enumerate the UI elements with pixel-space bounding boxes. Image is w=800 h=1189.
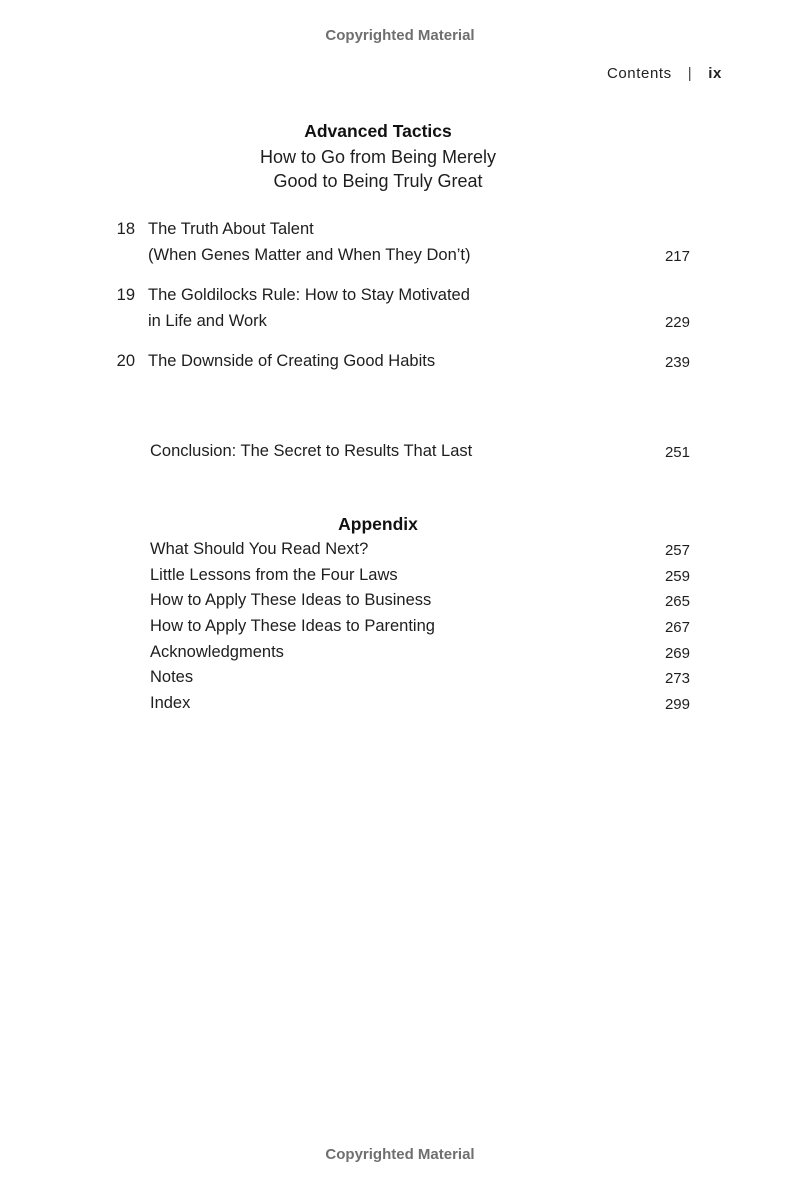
- appendix-entry-title: Little Lessons from the Four Laws: [150, 565, 398, 584]
- appendix-entry[interactable]: [150, 566, 690, 592]
- chapter-title-line: in Life and Work: [148, 312, 267, 330]
- running-head: [607, 65, 722, 82]
- conclusion-title: Conclusion: The Secret to Results That Last: [150, 442, 473, 460]
- appendix-entry-page: 259: [664, 567, 690, 585]
- chapter-title-line: The Truth About Talent: [148, 220, 314, 238]
- appendix-entry-page: 269: [664, 644, 690, 662]
- toc-entry-chapter-20[interactable]: [108, 352, 690, 376]
- page-number: ix: [708, 65, 722, 82]
- appendix-entry[interactable]: [150, 540, 690, 566]
- appendix-entry[interactable]: [150, 643, 690, 669]
- appendix-entry-page: 267: [664, 619, 690, 637]
- toc-entry-chapter-18[interactable]: [108, 220, 690, 270]
- appendix-entry[interactable]: [150, 694, 690, 720]
- appendix-entry[interactable]: [150, 668, 690, 694]
- chapter-number: 19: [116, 286, 135, 304]
- part-subtitle: [0, 145, 756, 193]
- appendix-entry-title: Index: [150, 694, 191, 713]
- appendix-entry-title: Acknowledgments: [150, 642, 284, 661]
- chapter-number: 20: [116, 352, 135, 370]
- chapter-title-line: The Downside of Creating Good Habits: [148, 352, 436, 370]
- appendix-entry-title: How to Apply These Ideas to Parenting: [150, 617, 435, 636]
- appendix-list: [150, 540, 690, 720]
- running-head-separator: |: [687, 65, 693, 82]
- toc-entry-chapter-19[interactable]: [108, 286, 690, 336]
- appendix-entry-title: Notes: [150, 668, 194, 687]
- appendix-entry[interactable]: [150, 591, 690, 617]
- appendix-entry-page: 265: [664, 593, 690, 611]
- running-head-section: Contents: [606, 65, 672, 82]
- part-title: Advanced Tactics: [304, 121, 452, 141]
- appendix-title: Appendix: [338, 514, 418, 534]
- chapter-title-line: The Goldilocks Rule: How to Stay Motivated: [148, 286, 470, 304]
- copyright-notice-bottom: Copyrighted Material: [325, 1146, 475, 1163]
- appendix-entry-title: What Should You Read Next?: [150, 540, 369, 558]
- part-subtitle-line: How to Go from Being Merely: [259, 147, 497, 167]
- appendix-entry-page: 257: [664, 542, 690, 559]
- chapter-page-number: 239: [664, 354, 690, 371]
- appendix-entry-title: How to Apply These Ideas to Business: [150, 591, 432, 610]
- appendix-entry-page: 299: [664, 696, 690, 714]
- chapter-page-number: 217: [664, 248, 690, 265]
- appendix-entry[interactable]: [150, 617, 690, 643]
- chapter-page-number: 229: [664, 314, 690, 331]
- appendix-entry-page: 273: [664, 670, 690, 688]
- toc-entry-conclusion[interactable]: [150, 442, 690, 461]
- part-subtitle-line: Good to Being Truly Great: [273, 171, 483, 191]
- copyright-notice-top: Copyrighted Material: [325, 27, 475, 44]
- conclusion-page-number: 251: [664, 444, 690, 461]
- chapter-number: 18: [116, 220, 135, 238]
- chapter-title-line: (When Genes Matter and When They Don’t): [148, 246, 471, 264]
